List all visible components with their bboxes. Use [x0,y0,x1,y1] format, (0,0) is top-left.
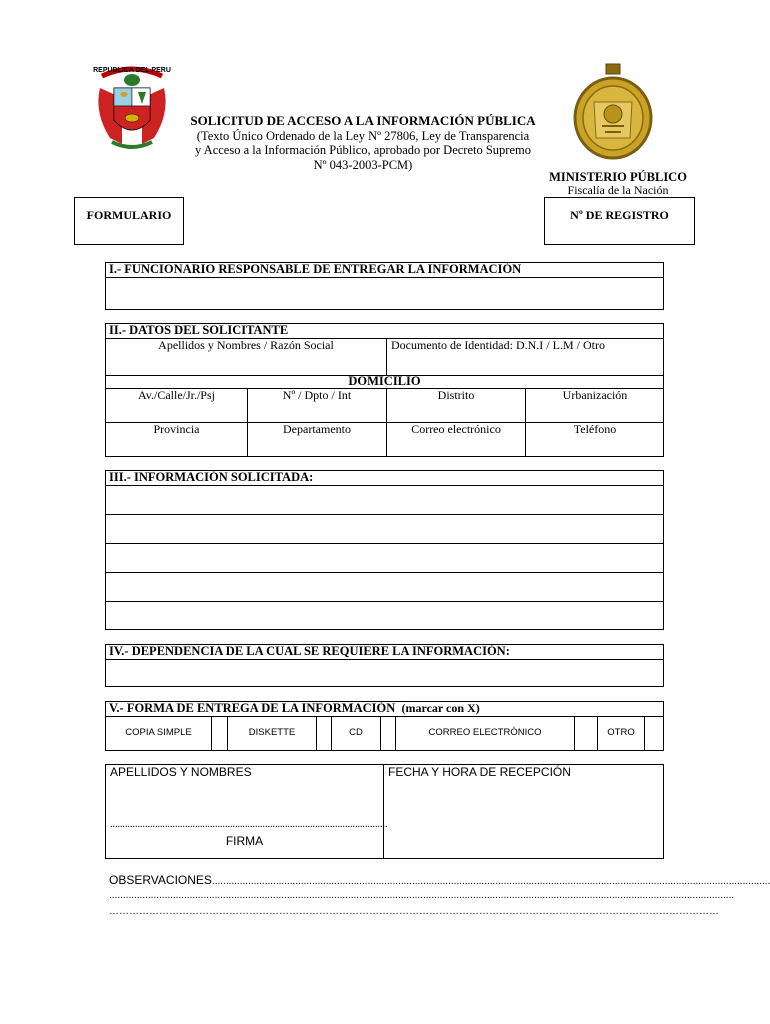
urbanization-field[interactable]: Urbanización [562,388,628,402]
department-field[interactable]: Departamento [283,422,351,436]
registro-box[interactable] [544,197,695,245]
name-field[interactable]: Apellidos y Nombres / Razón Social [158,338,334,352]
signer-name-label: APELLIDOS Y NOMBRES [110,765,252,779]
option-otro-checkbox[interactable] [645,717,663,750]
signer-name-field[interactable] [106,780,382,818]
observations-line-2[interactable]: ................................................................................................................................................................................................................................. [109,890,735,901]
observations-line-1: ......................................................................................................................................................................................................... [211,876,770,887]
observations-row[interactable] [109,873,770,889]
section-5-title-note: (marcar con X) [401,701,480,715]
signature-line[interactable]: ............................................................................................................... [110,819,388,830]
reception-date-label: FECHA Y HORA DE RECEPCIÓN [388,765,571,779]
signature-label: FIRMA [225,834,264,848]
form-subtitle-line2: y Acceso a la Información Público, aprobado por Decreto Supremo [194,143,531,157]
number-field[interactable]: Nº / Dpto / Int [282,388,352,402]
formulario-label: FORMULARIO [86,208,172,222]
dependency-field[interactable] [106,660,663,686]
option-email-checkbox[interactable] [575,717,597,750]
option-copia-simple-checkbox[interactable] [212,717,227,750]
option-diskette-checkbox[interactable] [317,717,331,750]
reception-date-field[interactable] [384,780,663,858]
option-diskette-label: DISKETTE [248,727,296,738]
option-cd-label: CD [349,727,363,738]
registro-label: Nº DE REGISTRO [570,208,669,222]
option-otro-label: OTRO [607,727,635,738]
peru-coat-of-arms-logo [92,58,172,154]
province-field[interactable]: Provincia [153,422,200,436]
form-title: SOLICITUD DE ACCESO A LA INFORMACIÓN PÚBLICA [190,113,536,128]
form-subtitle-line1: (Texto Único Ordenado de la Ley Nº 27806, Ley de Transparencia [196,128,530,143]
option-copia-simple-label: COPIA SIMPLE [125,727,192,738]
seal-text: REPUBLICA DEL PERU [93,67,171,74]
domicilio-heading: DOMICILIO [348,374,421,388]
option-email-label: CORREO ELECTRÓNICO [428,727,542,738]
section-2-title: II.- DATOS DEL SOLICITANTE [109,323,289,337]
info-requested-field[interactable] [106,486,663,629]
email-field[interactable]: Correo electrónico [411,422,501,436]
section-3-title: III.- INFORMACIÓN SOLICITADA: [109,470,314,484]
observations-line-3[interactable]: ………………………………………………………………………………………………………………………………………………………………… [109,906,719,917]
section-5-title-main: V.- FORMA DE ENTREGA DE LA INFORMACIÓN [109,701,396,715]
section-5-title [109,701,480,716]
observations-label: OBSERVACIONES [109,873,212,887]
org-subname: Fiscalía de la Nación [567,183,669,197]
funcionario-field[interactable] [106,278,663,309]
section-4-title: IV.- DEPENDENCIA DE LA CUAL SE REQUIERE LA INFORMACIÓN: [109,644,510,658]
ministerio-publico-seal-logo [572,62,654,162]
district-field[interactable]: Distrito [437,388,475,402]
form-header [185,114,541,172]
org-name: MINISTERIO PÚBLICO [549,170,687,184]
form-subtitle-line3: Nº 043-2003-PCM) [313,157,413,172]
document-field[interactable]: Documento de Identidad: D.N.I / L.M / Otro [391,338,605,352]
street-field[interactable]: Av./Calle/Jr./Psj [137,388,215,402]
formulario-box [74,197,184,245]
section-1-title: I.- FUNCIONARIO RESPONSABLE DE ENTREGAR LA INFORMACIÓN [109,262,522,276]
option-cd-checkbox[interactable] [381,717,395,750]
phone-field[interactable]: Teléfono [573,422,617,436]
